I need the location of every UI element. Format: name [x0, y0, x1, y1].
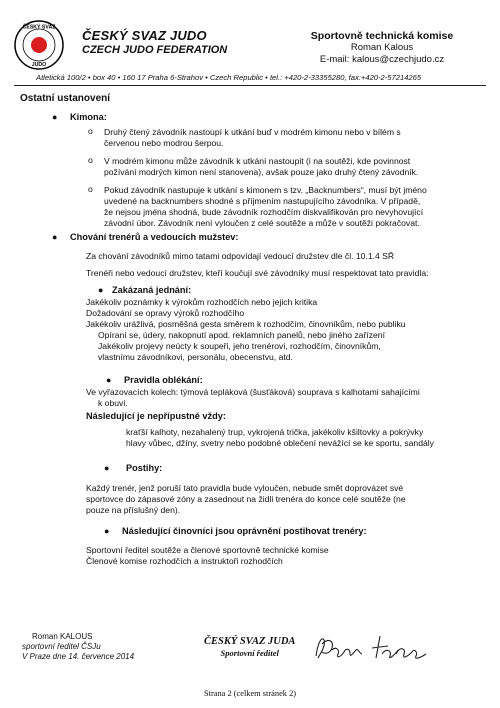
contact-person: Roman Kalous — [350, 42, 414, 53]
address-line: Atletická 100/2 • box 40 • 160 17 Praha 6-Strahov • Czech Republic • tel.: +420-2-33355280, fax:+420-2-57214265 — [36, 73, 422, 82]
czech-judo-logo — [14, 20, 64, 70]
zakazana-list-indented: Opíraní se, údery, nakopnutí apod. reklamních panelů, nebo jiného zařízení Jakékoliv projevy neúcty k soupeři, jeho trenérovi, rozhodčím, činovníkům, vlastnímu závodníkovi, personálu, obecenstvu, atd. — [98, 330, 385, 362]
cinovnici-text: Sportovní ředitel soutěže a členové sportovně technické komise Členové komise rozhodčích a instruktoři rozhodčích — [86, 545, 329, 566]
official-stamp: ČESKÝ SVAZ JUDA Sportovní ředitel — [204, 636, 296, 658]
nepripustne-heading: Následující je nepřípustné vždy: — [86, 411, 226, 421]
kimona-item-3: Pokud závodník nastupuje k utkání s kimonem s tzv. „Backnumbers“, musí být jméno uvedené na backnumbers shodné s příjmením nastupujícího závodníka. V případě, že nejsou jména shodná, bude závodník rozhodčím diskvalifikován pro nevyhovující závodní úbor. Závodník není vyloučen z celé soutěže a může v soutěži pokračovat. — [104, 185, 427, 228]
treneri-paragraph-2: Trenéři nebo vedoucí družstev, kteří koučují své závodníky musí respektovat tato pravidla: — [86, 268, 429, 278]
treneri-paragraph-1: Za chování závodníků mimo tatami odpovídají vedoucí družstev dle čl. 10.1.4 SŘ — [86, 251, 395, 261]
page-number: Strana 2 (celkem stránek 2) — [203, 689, 297, 698]
kimona-item-1: Druhý čtený závodník nastoupí k utkání buď v modrém kimonu nebo v bílém s červenou nebo modrou šerpou. — [104, 127, 401, 148]
org-name-en: CZECH JUDO FEDERATION — [82, 44, 228, 56]
signatory-name: Roman KALOUS — [32, 632, 93, 641]
org-title — [82, 28, 227, 58]
contact-block — [292, 30, 472, 66]
obleceni-heading: Pravidla oblékání: — [124, 375, 203, 385]
treneri-heading: Chování trenérů a vedoucích mužstev: — [70, 232, 239, 242]
bullet-icon: ● — [104, 463, 110, 473]
bullet-icon: ● — [52, 112, 58, 122]
list-marker: o — [88, 184, 93, 194]
signatory-role: sportovní ředitel ČSJu — [22, 642, 101, 651]
handwritten-signature — [310, 628, 440, 666]
signature-date: V Praze dne 14. července 2014 — [22, 652, 135, 661]
header-divider — [14, 85, 486, 86]
zakazana-heading: Zakázaná jednání: — [112, 285, 192, 295]
list-marker: o — [88, 126, 93, 136]
zakazana-list: Jakékoliv poznámky k výrokům rozhodčích nebo jejich kritika Dožadování se opravy výroků rozhodčího Jakékoliv urážlivá, posměšná gesta směrem k rozhodčím, činovníkům, nebo publiku — [86, 297, 406, 329]
cinovnici-heading: Následující činovníci jsou oprávnění postihovat trenéry: — [122, 526, 367, 536]
svg-text:ČESKÝ SVAZ: ČESKÝ SVAZ — [22, 24, 56, 31]
kimona-heading: Kimona: — [70, 112, 107, 122]
org-name-cz: ČESKÝ SVAZ JUDO — [82, 28, 207, 43]
dept-name: Sportovně technická komise — [310, 30, 454, 42]
section-title: Ostatní ustanovení — [20, 93, 111, 104]
bullet-icon: ● — [98, 285, 104, 295]
signatory — [22, 632, 134, 662]
bullet-icon: ● — [52, 232, 58, 242]
svg-text:JUDO: JUDO — [31, 62, 47, 68]
nepripustne-text: kraťší kalhoty, nezahalený trup, vykrojená trička, jakékoliv kšiltovky a pokrývky hlavy vůbec, džíny, svetry nebo podobné oblečení nevážící se ke sportu, sandály — [126, 427, 434, 448]
obleceni-text: Ve vyřazovacích kolech: týmová tepláková (šusťáková) souprava s kalhotami sahajícími k obuvi. — [86, 387, 420, 408]
list-marker: o — [88, 155, 93, 165]
postihy-text: Každý trenér, jenž poruší tato pravidla bude vyloučen, nebude smět doprovázet své sportovce do zápasové zóny a zasednout na židli trenéra do konce celé soutěže (ne pouze na příslušný den). — [86, 483, 406, 515]
postihy-heading: Postihy: — [126, 463, 163, 473]
bullet-icon: ● — [104, 526, 110, 536]
bullet-icon: ● — [106, 375, 112, 385]
kimona-item-2: V modrém kimonu může závodník k utkání nastoupit (i na soutěži, kde povinnost požívání modrých kimon není stanovena), avšak pouze jako druhý čtený závodník. — [104, 156, 419, 177]
contact-email[interactable]: E-mail: kalous@czechjudo.cz — [319, 54, 445, 65]
